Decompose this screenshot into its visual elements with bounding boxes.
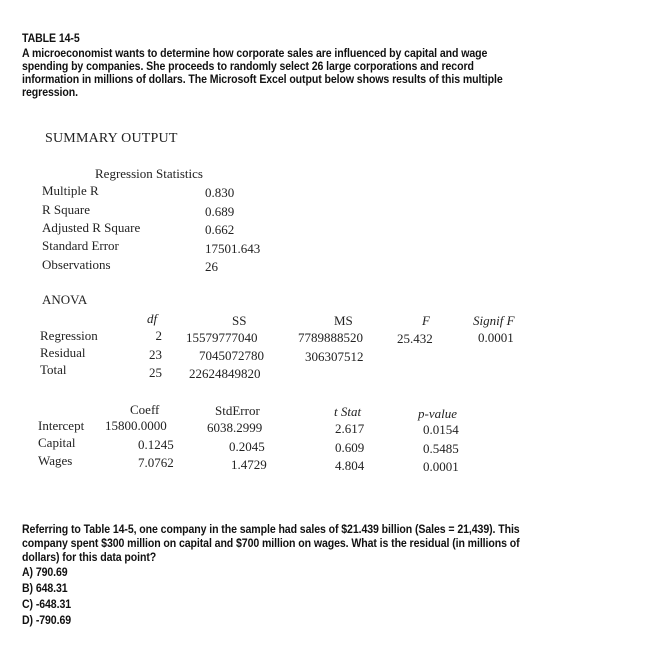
answer-option-a: A) 790.69 <box>22 565 68 579</box>
intro-line-4: regression. <box>22 85 78 99</box>
anova-header-ms: MS <box>334 313 353 328</box>
coef-header-tstat: t Stat <box>334 404 362 419</box>
anova-label-regression: Regression <box>40 328 98 343</box>
regression-stats-title: Regression Statistics <box>95 166 203 181</box>
anova-label-total: Total <box>40 362 67 377</box>
coef-stderr-intercept: 6038.2999 <box>207 420 263 435</box>
stat-label-observations: Observations <box>42 257 111 272</box>
coef-header-pvalue: p-value <box>418 406 457 421</box>
anova-title: ANOVA <box>42 292 88 307</box>
table-label: TABLE 14-5 <box>22 31 80 45</box>
answer-option-d: D) -790.69 <box>22 613 72 627</box>
coef-tstat-intercept: 2.617 <box>335 421 365 436</box>
coef-stderr-wages: 1.4729 <box>231 457 267 472</box>
coef-tstat-capital: 0.609 <box>335 440 365 455</box>
stat-value-std-error: 17501.643 <box>205 241 261 256</box>
coef-value-intercept: 15800.0000 <box>105 418 167 433</box>
anova-ss-regression: 15579777040 <box>186 330 258 345</box>
answer-option-b: B) 648.31 <box>22 581 68 595</box>
coef-label-capital: Capital <box>38 435 76 450</box>
coef-label-intercept: Intercept <box>38 418 85 433</box>
stat-label-adj-r-square: Adjusted R Square <box>42 220 141 235</box>
anova-signif-regression: 0.0001 <box>478 330 514 345</box>
anova-f-regression: 25.432 <box>397 331 433 346</box>
anova-header-df: df <box>147 311 158 326</box>
coef-value-capital: 0.1245 <box>138 437 174 452</box>
coef-value-wages: 7.0762 <box>138 455 174 470</box>
stat-label-r-square: R Square <box>42 202 91 217</box>
anova-df-regression: 2 <box>155 328 162 343</box>
stat-label-multiple-r: Multiple R <box>42 183 99 198</box>
stat-label-std-error: Standard Error <box>42 238 119 253</box>
question-line-1: Referring to Table 14-5, one company in the sample had sales of $21.439 billion (Sales = 21,439). This <box>22 522 520 536</box>
question-line-2: company spent $300 million on capital and $700 million on wages. What is the residual (in millions of <box>22 536 520 550</box>
intro-line-3: information in millions of dollars. The Microsoft Excel output below shows results of this multiple <box>22 72 503 86</box>
answer-option-c: C) -648.31 <box>22 597 72 611</box>
coef-pvalue-intercept: 0.0154 <box>423 422 459 437</box>
coef-stderr-capital: 0.2045 <box>229 439 265 454</box>
anova-header-signif: Signif F <box>473 313 515 328</box>
coef-header-stderr: StdError <box>215 403 260 418</box>
coef-pvalue-wages: 0.0001 <box>423 459 459 474</box>
coef-header-coeff: Coeff <box>130 402 160 417</box>
summary-title: SUMMARY OUTPUT <box>45 131 178 146</box>
anova-df-total: 25 <box>149 365 162 380</box>
coef-tstat-wages: 4.804 <box>335 458 365 473</box>
anova-ms-residual: 306307512 <box>305 349 364 364</box>
anova-ms-regression: 7789888520 <box>298 330 363 345</box>
anova-label-residual: Residual <box>40 345 86 360</box>
anova-ss-total: 22624849820 <box>189 366 261 381</box>
coef-label-wages: Wages <box>38 453 73 468</box>
stat-value-observations: 26 <box>205 259 218 274</box>
anova-ss-residual: 7045072780 <box>199 348 264 363</box>
intro-line-1: A microeconomist wants to determine how corporate sales are influenced by capital and wage <box>22 46 488 60</box>
stat-value-multiple-r: 0.830 <box>205 185 235 200</box>
stat-value-adj-r-square: 0.662 <box>205 222 235 237</box>
question-line-3: dollars) for this data point? <box>22 550 157 564</box>
anova-header-f: F <box>422 313 430 328</box>
coef-pvalue-capital: 0.5485 <box>423 441 459 456</box>
intro-line-2: spending by companies. She proceeds to randomly select 26 large corporations and record <box>22 59 474 73</box>
anova-header-ss: SS <box>232 313 247 328</box>
stat-value-r-square: 0.689 <box>205 204 235 219</box>
anova-df-residual: 23 <box>149 347 162 362</box>
